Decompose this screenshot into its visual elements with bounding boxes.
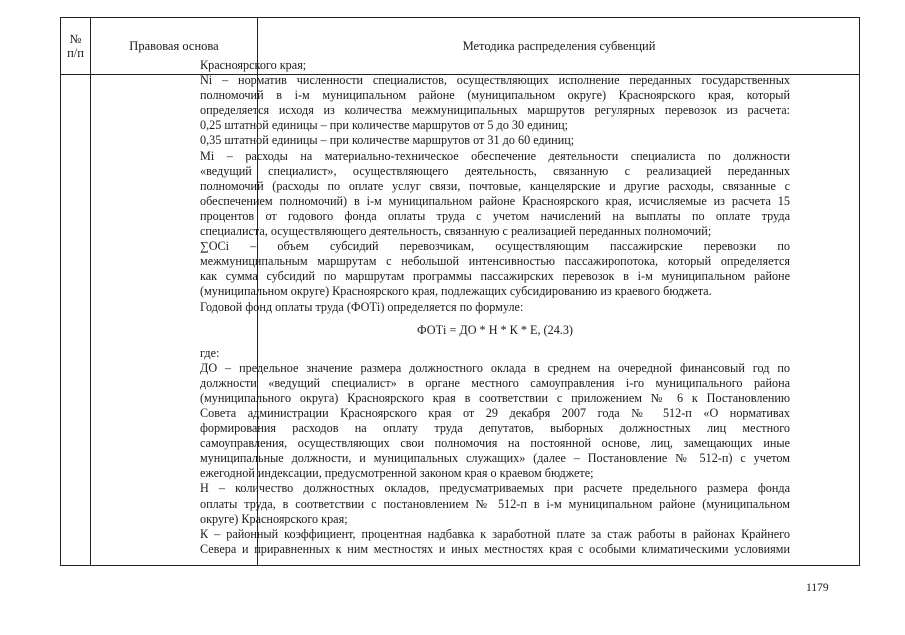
text-line: (муниципальном округе) Красноярского края, подлежащих субсидированию из краевого бюджета. (200, 284, 712, 299)
header-number-cell (61, 18, 90, 74)
text-line: как сумма субсидий по маршрутам программы пассажирских перевозок в i-м муниципальном районе (200, 269, 790, 284)
page-number: 1179 (806, 582, 829, 594)
methodology-text (200, 58, 790, 557)
text-line: муниципальные должности, и муниципальных служащих» (далее – Постановление № 512-п) с учетом (200, 451, 790, 466)
text-line: 0,35 штатной единицы – при количестве маршрутов от 31 до 60 единиц; (200, 133, 575, 148)
header-number-symbol: № (69, 32, 82, 46)
text-line: полномочий в i-м муниципальном районе (муниципальном округе) Красноярского края, который (200, 88, 790, 103)
text-line: 0,25 штатной единицы – при количестве маршрутов от 5 до 30 единиц; (200, 118, 569, 133)
text-line: Mi – расходы на материально-техническое обеспечение деятельности специалиста по должности (200, 148, 790, 163)
text-line: где: (200, 345, 220, 360)
text-line: формирования расходов на оплату труда депутатов, выборных должностных лиц местного (200, 421, 790, 436)
formula: ФОТi = ДО * Н * К * Е, (24.3) (417, 322, 573, 337)
text-line: округе) Красноярского края; (200, 511, 348, 526)
text-line: Красноярского края; (200, 58, 307, 72)
text-line: специалиста, осуществляющего деятельность, связанную с реализацией переданных полномочий; (200, 224, 712, 239)
text-line: К – районный коэффициент, процентная надбавка к заработной плате за стаж работы в районах Крайнего (200, 526, 790, 541)
header-methodology: Методика распределения субвенций (462, 39, 656, 53)
text-line: самоуправления, осуществляющих свои полномочия на постоянной основе, лиц, замещающих иные (200, 436, 790, 451)
text-line: Годовой фонд оплаты труда (ФОТi) определяется по формуле: (200, 299, 524, 314)
text-line: полномочий (расходы по оплате услуг связи, почтовые, канцелярские и другие расходы, связанные с (200, 178, 790, 193)
text-line: процентов от годового фонда оплаты труда с учетом начислений на выплаты по оплате труда (200, 208, 790, 223)
text-line: Совета администрации Красноярского края от 29 декабря 2007 года № 512-п «О нормативах (200, 405, 790, 420)
text-line: (муниципального округа) Красноярского края в соответствии с приложением № 6 к Постановлению (200, 390, 790, 405)
text-line: Н – количество должностных окладов, предусматриваемых при расчете предельного размера фонда (200, 481, 790, 496)
header-legal-basis: Правовая основа (129, 39, 219, 53)
header-number-abbrev: п/п (67, 46, 84, 60)
text-line: Ni – норматив численности специалистов, осуществляющих исполнение переданных государственных (200, 73, 790, 88)
column-divider (90, 18, 91, 565)
text-line: ежегодной индексации, предусмотренной законом края о краевом бюджете; (200, 466, 594, 481)
text-line: Севера и приравненных к ним местностях и иных местностях края с особыми климатическими условиями (200, 541, 790, 556)
text-line: должности «ведущий специалист» в органе местного самоуправления i-го муниципального района (200, 375, 790, 390)
text-line: ∑OCi – объем субсидий перевозчикам, осуществляющим пассажирские перевозки по (200, 239, 790, 254)
text-line: межмуниципальным маршрутам с небольшой интенсивностью пассажиропотока, который определяется (200, 254, 790, 269)
text-line: обеспечением полномочий) в i-м муниципальном районе Красноярского края, исчисляемые из расчета 15 (200, 193, 790, 208)
text-line: «ведущий специалист», осуществляющего деятельность, связанную с реализацией переданных (200, 163, 790, 178)
text-line: оплаты труда, в соответствии с постановлением № 512-п в i-м муниципальном районе (муниципальном (200, 496, 790, 511)
text-line: ДО – предельное значение размера должностного оклада в среднем на очередной финансовый год по (200, 360, 790, 375)
text-line: определяется исходя из количества межмуниципальных маршрутов регулярных перевозок из расчета: (200, 103, 790, 118)
